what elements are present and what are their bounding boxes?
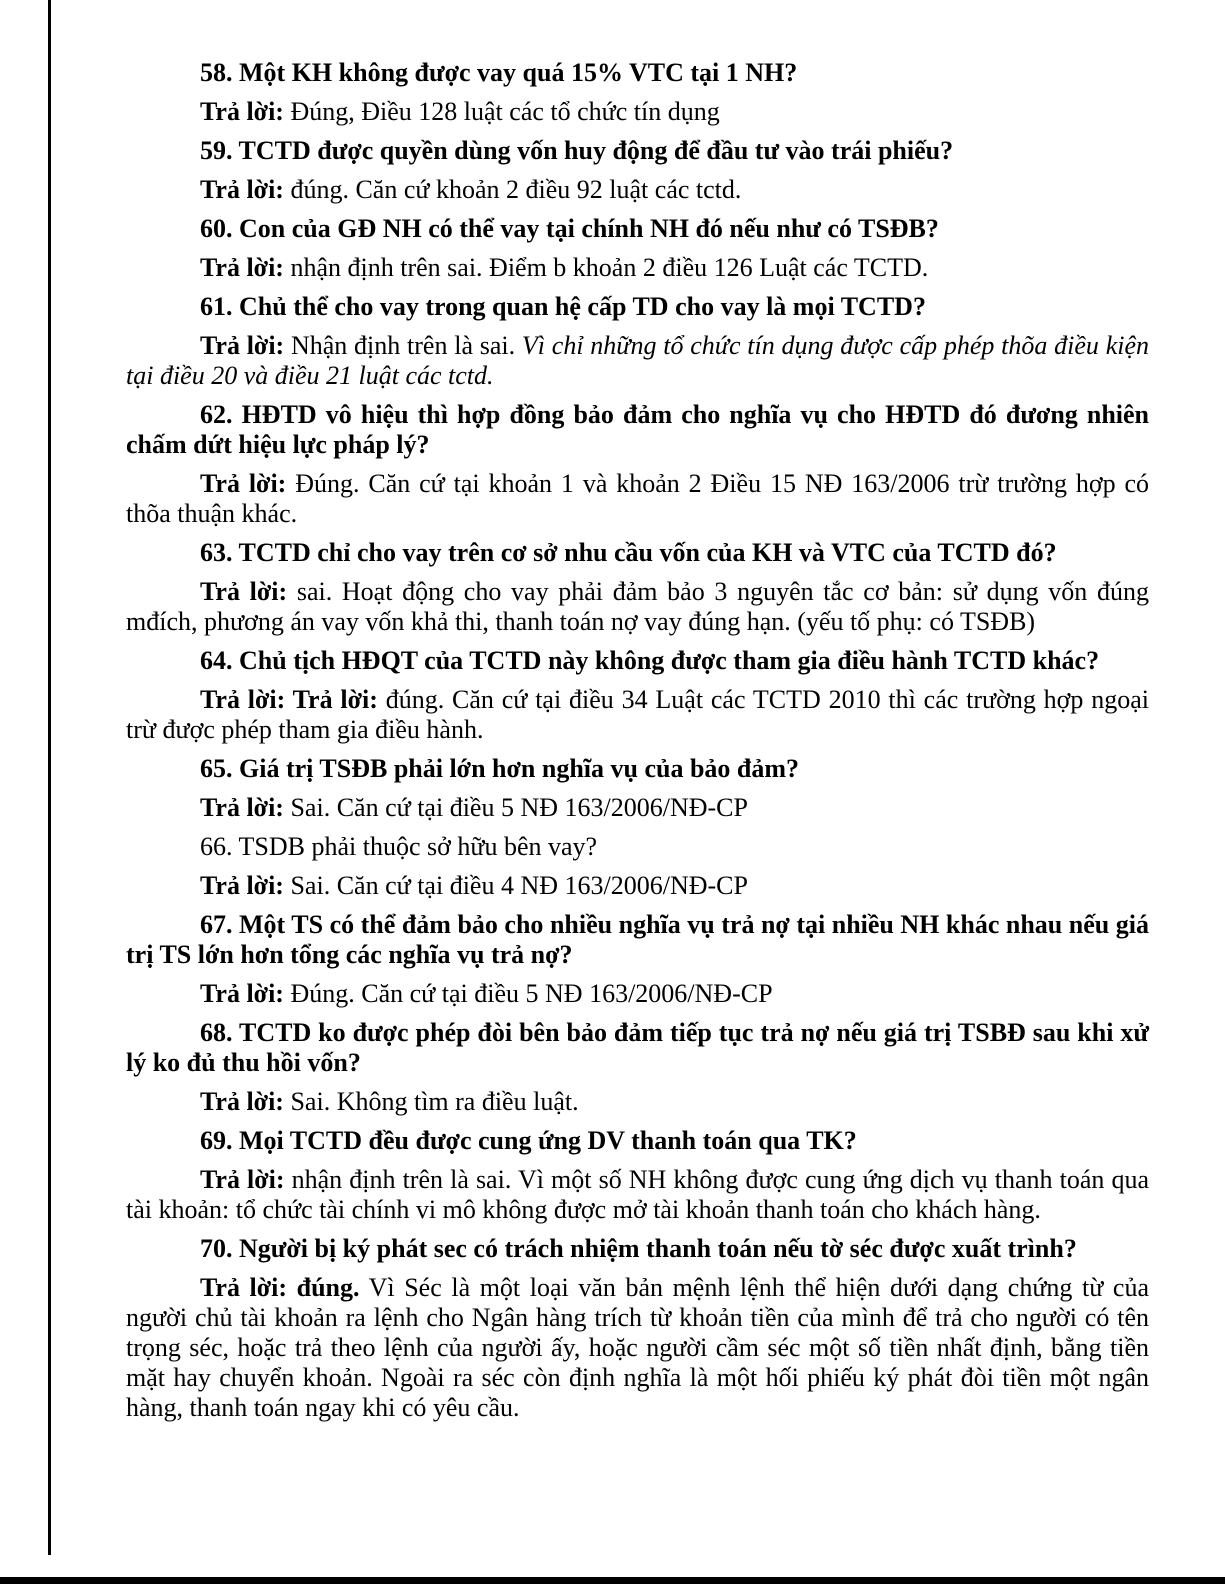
answer-67-run-1: Đúng. Căn cứ tại điều 5 NĐ 163/2006/NĐ-CP [283,979,773,1008]
bottom-page-rule [0,1577,1225,1584]
answer-61-run-1: Nhận định trên là sai. [284,331,522,360]
answer-65 [126,793,1149,823]
answer-62-run-0: Trả lời: [200,469,287,498]
answer-69 [126,1165,1149,1225]
answer-62-run-1: Đúng. Căn cứ tại khoản 1 và khoản 2 Điều 15 NĐ 163/2006 trừ trường hợp có thõa thuận khác. [126,469,1149,528]
answer-64-run-0: Trả lời: Trả lời: [200,685,378,714]
question-66 [126,832,1149,862]
answer-66 [126,871,1149,901]
answer-59-run-0: Trả lời: [200,175,284,204]
left-margin-rule [48,0,51,1555]
answer-58 [126,97,1149,127]
question-61-run-0: 61. Chủ thể cho vay trong quan hệ cấp TD cho vay là mọi TCTD? [200,292,926,321]
answer-59-run-1: đúng. Căn cứ khoản 2 điều 92 luật các tctd. [283,175,742,204]
question-62 [126,400,1149,460]
question-65 [126,754,1149,784]
question-62-run-0: 62. HĐTD vô hiệu thì hợp đồng bảo đảm cho nghĩa vụ cho HĐTD đó đương nhiên chấm dứt hiệu lực pháp lý? [126,400,1149,459]
answer-70 [126,1273,1149,1423]
answer-70-run-1: Vì Séc là một loại văn bản mệnh lệnh thể hiện dưới dạng chứng từ của người chủ tài khoản ra lệnh cho Ngân hàng trích từ khoản tiền của mình để trả cho người có tên trọng séc, hoặc trả theo lệnh của người ấy, hoặc người cầm séc một số tiền nhất định, bằng tiền mặt hay chuyển khoản. Ngoài ra séc còn định nghĩa là một hối phiếu ký phát đòi tiền một ngân hàng, thanh toán ngay khi có yêu cầu. [126,1273,1149,1422]
answer-65-run-0: Trả lời: [200,793,284,822]
answer-60-run-1: nhận định trên sai. Điểm b khoản 2 điều 126 Luật các TCTD. [283,253,929,282]
question-67-run-0: 67. Một TS có thể đảm bảo cho nhiều nghĩa vụ trả nợ tại nhiều NH khác nhau nếu giá trị TS lớn hơn tổng các nghĩa vụ trả nợ? [126,910,1149,969]
question-60 [126,214,1149,244]
question-68-run-0: 68. TCTD ko được phép đòi bên bảo đảm tiếp tục trả nợ nếu giá trị TSBĐ sau khi xử lý ko đủ thu hồi vốn? [126,1018,1149,1077]
answer-69-run-0: Trả lời: [200,1165,285,1194]
answer-59 [126,175,1149,205]
answer-65-run-1: Sai. Căn cứ tại điều 5 NĐ 163/2006/NĐ-CP [283,793,748,822]
question-59-run-0: 59. TCTD được quyền dùng vốn huy động để đầu tư vào trái phiếu? [200,136,954,165]
answer-61-run-2: Vì chỉ những tổ chức tín dụng được cấp phép thõa điều kiện tại điều 20 và điều 21 luật các tctd. [126,331,1149,390]
answer-68 [126,1087,1149,1117]
question-60-run-0: 60. Con của GĐ NH có thể vay tại chính NH đó nếu như có TSĐB? [200,214,939,243]
question-70-run-0: 70. Người bị ký phát sec có trách nhiệm thanh toán nếu tờ séc được xuất trình? [200,1234,1077,1263]
answer-60-run-0: Trả lời: [200,253,284,282]
answer-61 [126,331,1149,391]
question-58-run-0: 58. Một KH không được vay quá 15% VTC tại 1 NH? [200,58,798,87]
question-68 [126,1018,1149,1078]
answer-68-run-1: Sai. Không tìm ra điều luật. [283,1087,579,1116]
question-67 [126,910,1149,970]
answer-66-run-0: Trả lời: [200,871,284,900]
answer-58-run-1: Đúng, Điều 128 luật các tổ chức tín dụng [283,97,720,126]
answer-62 [126,469,1149,529]
answer-68-run-0: Trả lời: [200,1087,284,1116]
question-63-run-0: 63. TCTD chỉ cho vay trên cơ sở nhu cầu vốn của KH và VTC của TCTD đó? [200,538,1057,567]
question-66-run-0: 66. TSDB phải thuộc sở hữu bên vay? [200,832,598,861]
question-64-run-0: 64. Chủ tịch HĐQT của TCTD này không được tham gia điều hành TCTD khác? [200,646,1100,675]
question-61 [126,292,1149,322]
question-64 [126,646,1149,676]
answer-61-run-0: Trả lời: [200,331,285,360]
answer-64-run-1: đúng. Căn cứ tại điều 34 Luật các TCTD 2010 thì các trường hợp ngoại trừ được phép tham gia điều hành. [126,685,1149,744]
answer-63-run-0: Trả lời: [200,577,288,606]
question-58 [126,58,1149,88]
answer-66-run-1: Sai. Căn cứ tại điều 4 NĐ 163/2006/NĐ-CP [283,871,748,900]
question-65-run-0: 65. Giá trị TSĐB phải lớn hơn nghĩa vụ của bảo đảm? [200,754,800,783]
answer-60 [126,253,1149,283]
question-63 [126,538,1149,568]
answer-69-run-1: nhận định trên là sai. Vì một số NH không được cung ứng dịch vụ thanh toán qua tài khoản: tổ chức tài chính vi mô không được mở tài khoản thanh toán cho khách hàng. [126,1165,1149,1224]
answer-67-run-0: Trả lời: [200,979,284,1008]
answer-63-run-1: sai. Hoạt động cho vay phải đảm bảo 3 nguyên tắc cơ bản: sử dụng vốn đúng mđích, phương án vay vốn khả thi, thanh toán nợ vay đúng hạn. (yếu tố phụ: có TSĐB) [126,577,1149,636]
question-69-run-0: 69. Mọi TCTD đều được cung ứng DV thanh toán qua TK? [200,1126,857,1155]
answer-64 [126,685,1149,745]
answer-70-run-0: Trả lời: đúng. [200,1273,360,1302]
answer-67 [126,979,1149,1009]
document-body [126,58,1149,1432]
answer-63 [126,577,1149,637]
question-69 [126,1126,1149,1156]
answer-58-run-0: Trả lời: [200,97,284,126]
question-59 [126,136,1149,166]
question-70 [126,1234,1149,1264]
